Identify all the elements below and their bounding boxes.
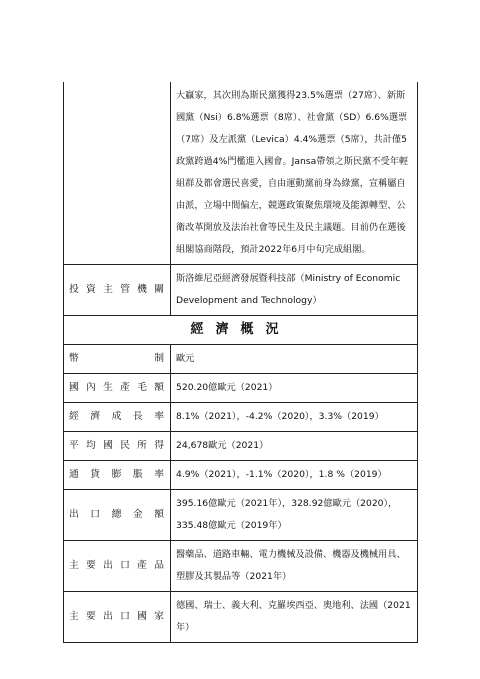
row-value: 4.9%（2021），-1.1%（2020），1.8 %（2019）: [171, 461, 418, 490]
row-label: 經濟成長率: [64, 403, 171, 432]
row-value: 德國、瑞士、義大利、克羅埃西亞、奧地利、法國（2021年）: [171, 592, 418, 643]
table-row: [64, 592, 418, 643]
table-row: [64, 461, 418, 490]
table-row: [64, 490, 418, 541]
row-label: 出口總金額: [64, 490, 171, 541]
table-row: [64, 345, 418, 374]
table-row: [64, 374, 418, 403]
row-value: 8.1%（2021），-4.2%（2020），3.3%（2019）: [171, 403, 418, 432]
row-label: 主要出口國家: [64, 592, 171, 643]
row-label: 主要出口產品: [64, 541, 171, 592]
table-row: [64, 265, 418, 316]
row-label: 國內生產毛額: [64, 374, 171, 403]
row-label-empty: [64, 82, 171, 265]
row-label: 平均國民所得: [64, 432, 171, 461]
section-header-row: [64, 316, 418, 345]
row-value: 24,678歐元（2021）: [171, 432, 418, 461]
row-value: 520.20億歐元（2021）: [171, 374, 418, 403]
section-title: 經濟概況: [64, 316, 418, 345]
row-value: 395.16億歐元（2021年），328.92億歐元（2020），335.48億歐元（2019年）: [171, 490, 418, 541]
row-label: 通貨膨脹率: [64, 461, 171, 490]
row-value: 歐元: [171, 345, 418, 374]
country-profile-table: [63, 82, 418, 643]
table-row: [64, 82, 418, 265]
row-label: 投資主管機關: [64, 265, 171, 316]
row-label: 幣制: [64, 345, 171, 374]
table-row: [64, 403, 418, 432]
row-value: 斯洛維尼亞經濟發展暨科技部（Ministry of Economic Development and Technology）: [171, 265, 418, 316]
table-row: [64, 432, 418, 461]
table-row: [64, 541, 418, 592]
politics-text: 大贏家，其次則為斯民黨獲得23.5%選票（27席）、新斯國黨（Nsi）6.8%選票（8席）、社會黨（SD）6.6%選票（7席）及左派黨（Levica）4.4%選票（5席），共計僅5政黨跨過4%門檻進入國會。Jansa帶領之斯民黨不受年輕組群及都會選民喜愛，自由運動黨前身為綠黨，宣稱屬自由派，立場中間偏左，競選政策聚焦環境及能源轉型、公衛改革開放及法治社會等民生及民主議題。目前仍在選後組閣協商階段，預計2022年6月中旬完成組閣。: [171, 82, 418, 265]
row-value: 醫藥品、道路車輛、電力機械及設備、機器及機械用具、塑膠及其製品等（2021年）: [171, 541, 418, 592]
